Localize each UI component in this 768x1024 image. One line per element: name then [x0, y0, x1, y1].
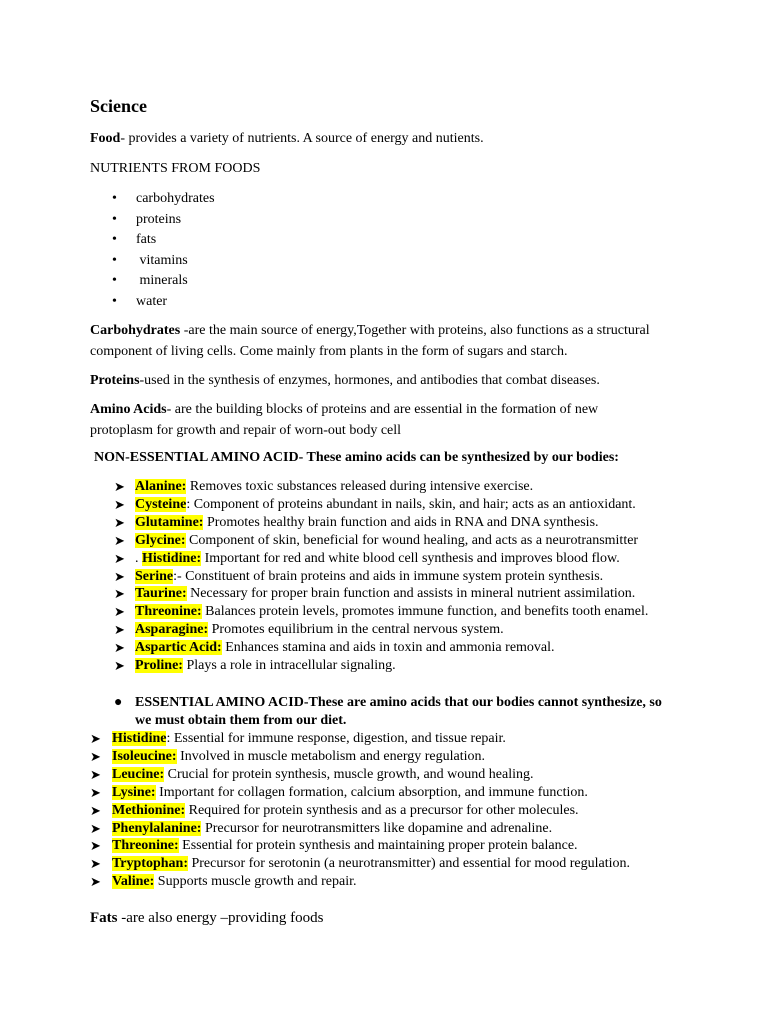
arrow-bullet-icon: ➤ [90, 802, 101, 818]
list-item: ➤ Phenylalanine: Precursor for neurotransmitters like dopamine and adrenaline. [90, 820, 553, 836]
list-item: ➤ . Histidine: Important for red and white blood cell synthesis and improves blood flow. [114, 550, 620, 566]
essential-heading: ● ESSENTIAL AMINO ACID-These are amino acids that our bodies cannot synthesize, so we must obtain them from our diet. [114, 695, 662, 728]
amino-name: Asparagine: [135, 622, 209, 638]
list-item: ➤ Threonine: Balances protein levels, promotes immune function, and benefits tooth enamel. [114, 604, 649, 620]
non-essential-heading: NON-ESSENTIAL AMINO ACID- These amino acids can be synthesized by our bodies: [94, 450, 619, 465]
fats-paragraph [90, 908, 690, 928]
list-item: ➤ Serine:- Constituent of brain proteins and aids in immune system protein synthesis. [114, 568, 604, 584]
nutrient-label: water [136, 293, 168, 309]
nutrient-label: carbohydrates [136, 191, 215, 206]
food-text: - provides a variety of nutrients. A source of energy and nutients. [120, 131, 484, 146]
list-item: ➤ Threonine: Essential for protein synthesis and maintaining proper protein balance. [90, 838, 578, 854]
arrow-bullet-icon: ➤ [114, 586, 125, 602]
amino-name: Taurine: [135, 586, 187, 602]
arrow-bullet-icon: ➤ [90, 766, 101, 782]
list-item: ➤ Isoleucine: Involved in muscle metabolism and energy regulation. [90, 748, 486, 764]
amino-name: Histidine: [142, 550, 202, 566]
amino-name: Proline: [135, 658, 183, 674]
arrow-bullet-icon: ➤ [90, 784, 101, 800]
arrow-bullet-icon: ➤ [114, 658, 125, 674]
page-title: Science [90, 96, 147, 116]
arrow-bullet-icon: ➤ [90, 731, 101, 746]
arrow-bullet-icon: ➤ [114, 514, 125, 530]
arrow-bullet-icon: ➤ [90, 838, 101, 854]
fats-term: Fats [90, 910, 118, 926]
amino-name: Alanine: [135, 479, 187, 494]
list-item: ➤ Asparagine: Promotes equilibrium in the central nervous system. [114, 622, 504, 638]
list-item [90, 210, 690, 231]
amino-name: Methionine: [112, 802, 186, 818]
nutrients-list [90, 189, 690, 313]
arrow-bullet-icon: ➤ [90, 748, 101, 764]
amino-name: Phenylalanine: [112, 820, 202, 836]
amino-name: Aspartic Acid: [135, 640, 222, 656]
proteins-text: -used in the synthesis of enzymes, hormones, and antibodies that combat diseases. [139, 373, 600, 388]
amino-name: Cysteine [135, 496, 187, 512]
arrow-bullet-icon: ➤ [114, 622, 125, 638]
non-essential-list [90, 478, 700, 675]
amino-name: Threonine: [112, 838, 179, 854]
arrow-bullet-icon: ➤ [90, 874, 101, 890]
amino-acids-text: - are the building blocks of proteins and are essential in the formation of new protoplasm for growth and repair of worn-out body cell [90, 402, 599, 438]
list-item: ➤ Glycine: Component of skin, beneficial for wound healing, and acts as a neurotransmitter [114, 532, 639, 548]
amino-name: Leucine: [112, 766, 165, 782]
proteins-term: Proteins [90, 373, 140, 388]
list-item [90, 189, 690, 210]
nutrient-label: fats [136, 232, 157, 248]
list-item: ➤ Proline: Plays a role in intracellular signaling. [114, 658, 396, 674]
amino-name: Histidine [112, 731, 167, 746]
amino-name: Isoleucine: [112, 748, 177, 764]
amino-name: Tryptophan: [112, 856, 188, 872]
list-item: ➤ Leucine: Crucial for protein synthesis, muscle growth, and wound healing. [90, 766, 534, 782]
arrow-bullet-icon: ➤ [90, 820, 101, 836]
food-term: Food [90, 131, 121, 146]
arrow-bullet-icon: ➤ [114, 550, 125, 566]
list-item [90, 251, 690, 272]
list-item: ➤ Lysine: Important for collagen formation, calcium absorption, and immune function. [90, 784, 588, 800]
nutrient-label: minerals [136, 273, 188, 289]
amino-name: Glutamine: [135, 514, 204, 530]
carbohydrates-term: Carbohydrates [90, 323, 181, 338]
essential-list [90, 730, 710, 891]
arrow-bullet-icon: ➤ [114, 568, 125, 584]
arrow-bullet-icon: ➤ [114, 604, 125, 620]
list-item: ➤ Tryptophan: Precursor for serotonin (a neurotransmitter) and essential for mood regulation. [90, 856, 631, 872]
amino-name: Serine [135, 568, 174, 584]
arrow-bullet-icon: ➤ [114, 532, 125, 548]
nutrients-heading: NUTRIENTS FROM FOODS [90, 161, 261, 176]
list-item [90, 292, 690, 313]
amino-name: Lysine: [112, 784, 156, 800]
nutrient-label: proteins [136, 211, 182, 227]
arrow-bullet-icon: ➤ [114, 479, 125, 494]
list-item [90, 271, 690, 292]
list-item [90, 230, 690, 251]
list-item: ➤ Glutamine: Promotes healthy brain function and aids in RNA and DNA synthesis. [114, 514, 599, 530]
nutrient-label: vitamins [136, 252, 188, 268]
carbohydrates-text: -are the main source of energy,Together with proteins, also functions as a structural component of living cells. Come mainly from plants in the form of sugars and starch. [90, 323, 650, 359]
list-item: ➤ Alanine: Removes toxic substances released during intensive exercise. [114, 479, 534, 494]
fats-text: -are also energy –providing foods [117, 910, 324, 926]
list-item: ➤ Aspartic Acid: Enhances stamina and aids in toxin and ammonia removal. [114, 640, 555, 656]
list-item: ➤ Valine: Supports muscle growth and repair. [90, 874, 357, 890]
arrow-bullet-icon: ➤ [114, 496, 125, 512]
list-item: ➤ Methionine: Required for protein synthesis and as a precursor for other molecules. [90, 802, 579, 818]
amino-acids-paragraph [90, 399, 650, 441]
list-item: ➤ Cysteine: Component of proteins abundant in nails, skin, and hair; acts as an antioxidant. [114, 496, 636, 512]
food-paragraph [90, 128, 690, 149]
list-item: ➤ Histidine: Essential for immune response, digestion, and tissue repair. [90, 731, 506, 746]
arrow-bullet-icon: ➤ [90, 856, 101, 872]
amino-name: Glycine: [135, 532, 186, 548]
arrow-bullet-icon: ➤ [114, 640, 125, 656]
list-item: ➤ Taurine: Necessary for proper brain function and assists in mineral nutrient assimilation. [114, 586, 636, 602]
carbohydrates-paragraph [90, 320, 650, 362]
proteins-paragraph [90, 370, 690, 391]
amino-name: Valine: [112, 874, 155, 890]
amino-name: Threonine: [135, 604, 202, 620]
amino-acids-term: Amino Acids [90, 402, 167, 417]
bullet-icon: ● [114, 695, 123, 710]
